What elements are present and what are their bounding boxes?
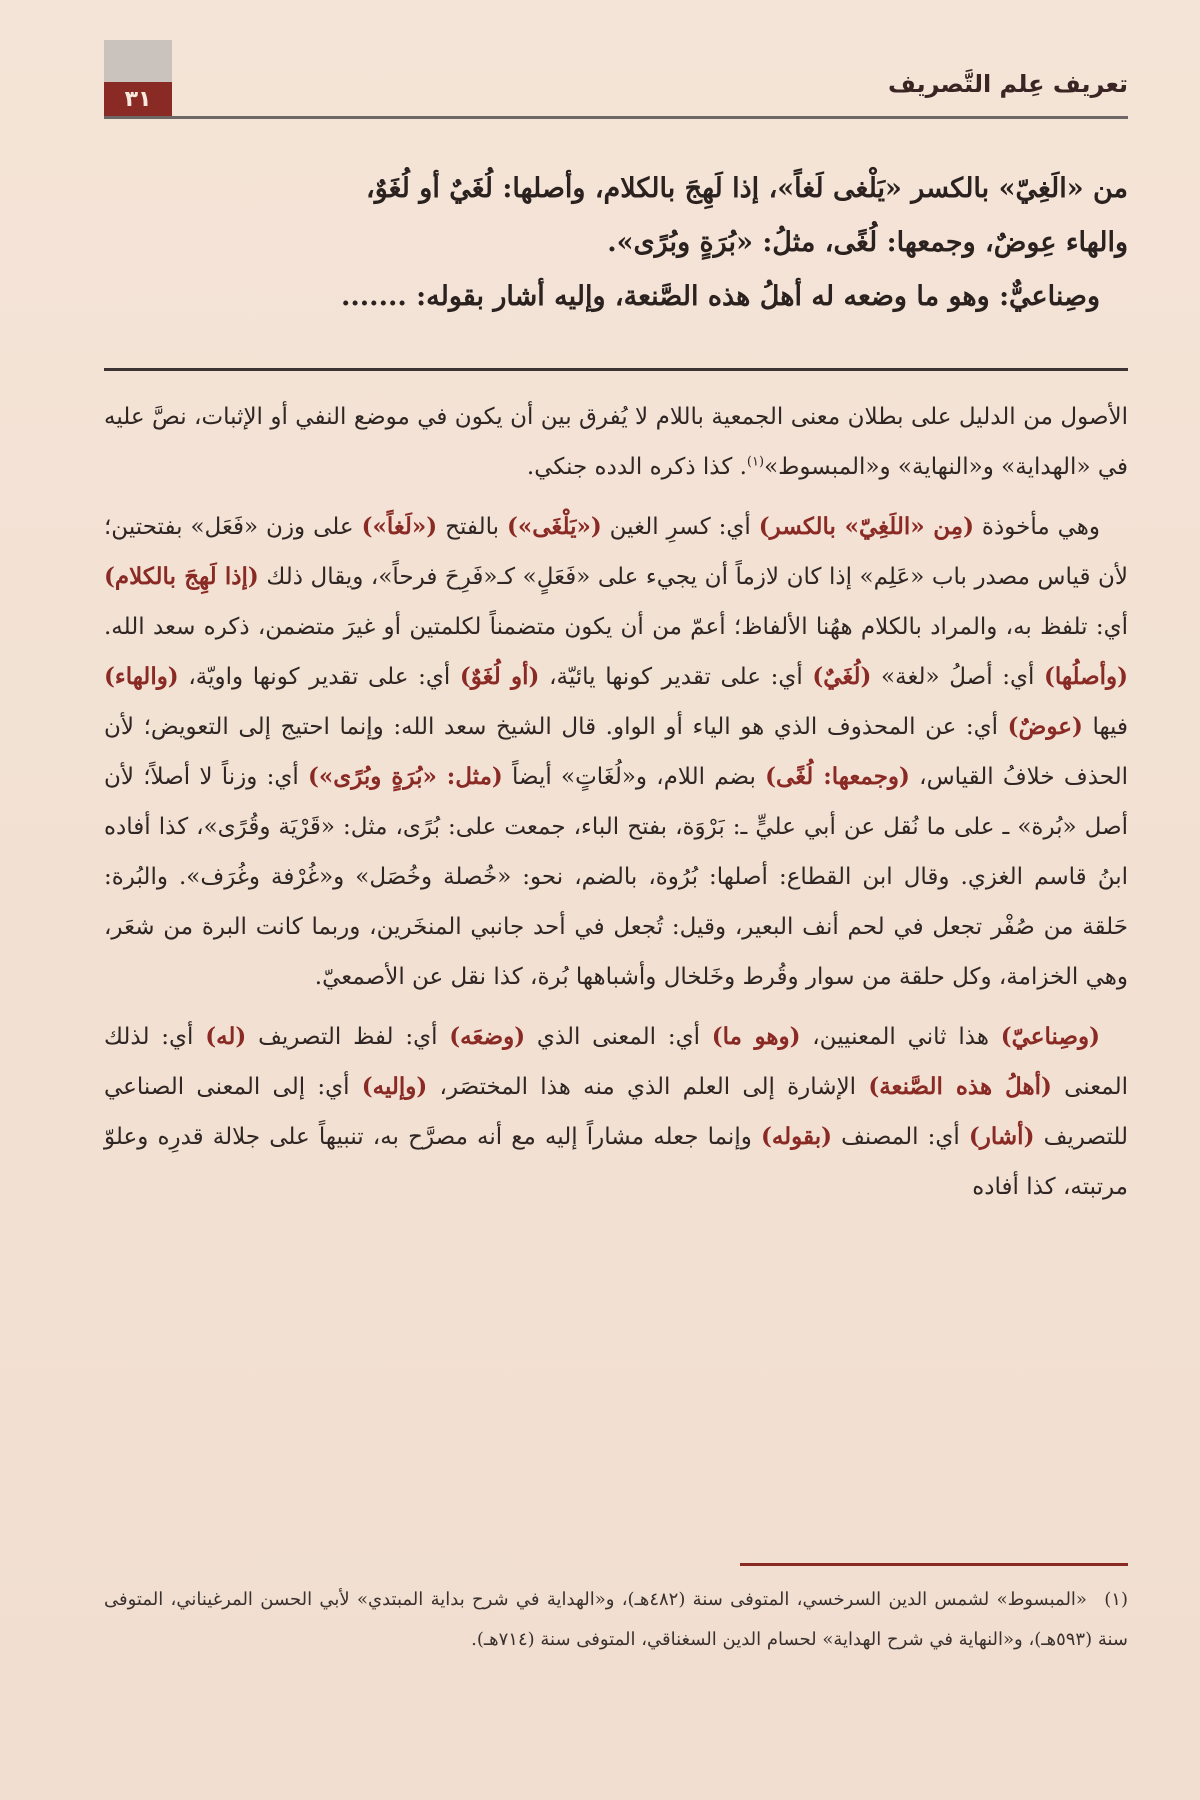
commentary-text: وهي مأخوذة <box>973 514 1100 540</box>
commentary-text: . كذا ذكره الدده جنكي. <box>526 454 747 480</box>
commentary-text: أي: عن المحذوف الذي هو الياء أو الواو. قال الشيخ سعد الله: وإنما احتيج إلى التعويض؛ لأن الحذف خلافُ القياس، <box>104 714 1129 790</box>
commentary-text: أي: أصلُ «لغة» <box>871 664 1044 690</box>
commentary-text: فيها <box>1082 714 1128 740</box>
quoted-matn: (وجمعها: لُغًى) <box>765 763 910 790</box>
commentary-text: أي: المصنف <box>831 1124 969 1150</box>
footnote-text: «المبسوط» لشمس الدين السرخسي، المتوفى سنة (٤٨٢هـ)، و«الهداية في شرح بداية المبتدي» لأبي الحسن المرغيناني، المتوفى سنة (٥٩٣هـ)، و«النهاية في شرح الهداية» لحسام الدين السغناقي، المتوفى سنة (٧١٤هـ). <box>104 1589 1128 1650</box>
quoted-matn: (لُغَيٌ) <box>812 663 872 690</box>
quoted-matn: (وإليه) <box>361 1073 428 1100</box>
footnote <box>104 1580 1128 1660</box>
quoted-matn: (له) <box>205 1023 247 1050</box>
quoted-matn: (إذا لَهِجَ بالكلام) <box>104 563 259 590</box>
commentary <box>104 392 1128 1212</box>
quoted-matn: («يَلْغَى») <box>506 513 602 540</box>
quoted-matn: (والهاء) <box>104 663 179 690</box>
commentary-text: أي: إلى المعنى الصناعي للتصريف <box>104 1074 1128 1150</box>
quoted-matn: (مِن «اللَغِيّ» بالكسر) <box>758 513 974 540</box>
commentary-text: وإنما جعله مشاراً إليه مع أنه مصرَّح به، تنبيهاً على جلالة قدرِه وعلوّ مرتبته، كذا أفاده <box>104 1124 1128 1200</box>
page-tab-decoration <box>104 40 172 82</box>
footnote-ref: (١) <box>746 454 765 470</box>
quoted-matn: (وهو ما) <box>711 1023 801 1050</box>
section-divider <box>104 368 1128 371</box>
footnotes <box>104 1580 1128 1660</box>
commentary-paragraph <box>104 502 1128 1002</box>
commentary-text: أي: على تقدير كونها يائيّة، <box>539 664 813 690</box>
quoted-matn: (أشار) <box>968 1123 1035 1150</box>
commentary-text: هذا ثاني المعنيين، <box>800 1024 1001 1050</box>
quoted-matn: (وضعَه) <box>449 1023 526 1050</box>
commentary-text: أي: تلفظ به، والمراد بالكلام ههُنا الألفاظ؛ أعمّ من أن يكون متضمناً لكلمتين أو غيرَ متضمن، ذكره سعد الله. <box>104 614 1128 640</box>
commentary-text: أي: لفظ التصريف <box>246 1024 450 1050</box>
quoted-matn: (عوضٌ) <box>1007 713 1083 740</box>
commentary-text: أي: وزناً لا أصلاً؛ لأن أصل «بُرة» ـ على ما نُقل عن أبي عليٍّ ـ: بَرْوَة، بفتح الباء، جمعت على: بُرًى، مثل: «قَرْيَة وقُرًى»، كذا أفاده ابنُ قاسم الغزي. وقال ابن القطاع: أصلها: بُرُوة، بالضم، نحو: «خُصلة وخُصَل» و«غُرْفة وغُرَف». والبُرة: حَلقة من صُفْر تجعل في لحم أنف البعير، وقيل: تُجعل في أحد جانبي المنخَرين، وربما كانت البرة من شعَر، وهي الخزامة، وكل حلقة من سوار وقُرط وخَلخال وأشباهها بُرة، كذا نقل عن الأصمعيّ. <box>104 764 1128 990</box>
main-text-line: والهاء عِوضٌ، وجمعها: لُغًى، مثلُ: «بُرَةٍ وبُرًى». <box>607 227 1128 258</box>
commentary-text: بضم اللام، و«لُغَاتٍ» أيضاً <box>502 764 766 790</box>
page-header <box>104 40 1128 118</box>
commentary-text: على وزن «فَعَل» بفتحتين؛ لأن قياس مصدر باب «عَلِم» إذا كان لازماً أن يجيء على «فَعَلٍ» كـ«فَرِحَ فرحاً»، ويقال ذلك <box>104 514 1128 590</box>
page-number-tab <box>104 40 172 116</box>
commentary-text: أي: المعنى الذي <box>525 1024 712 1050</box>
quoted-matn: (وصِناعيّ) <box>1000 1023 1100 1050</box>
quoted-matn: (أهلُ هذه الصَّنعة) <box>868 1073 1052 1100</box>
footnote-divider <box>740 1563 1128 1566</box>
main-text-line: من «الَغِيّ» بالكسر «يَلْغى لَغاً»، إذا لَهِجَ بالكلام، وأصلها: لُغَيٌ أو لُغَوٌ، <box>365 173 1128 204</box>
commentary-text: أي: على تقدير كونها واويّة، <box>178 664 460 690</box>
main-text <box>104 162 1128 324</box>
commentary-text: أي: لذلك المعنى <box>104 1024 1128 1100</box>
quoted-matn: (مثل: «بُرَةٍ وبُرًى») <box>307 763 503 790</box>
running-title: تعريف عِلم التَّصريف <box>887 70 1128 98</box>
commentary-text: الإشارة إلى العلم الذي منه هذا المختصَر، <box>427 1074 869 1100</box>
quoted-matn: (بقوله) <box>760 1123 832 1150</box>
commentary-text: بالفتح <box>437 514 507 540</box>
commentary-paragraph <box>104 392 1128 492</box>
main-text-line: وصِناعيٌّ: وهو ما وضعه له أهلُ هذه الصَّنعة، وإليه أشار بقوله: ....... <box>340 281 1100 312</box>
quoted-matn: («لَغاً») <box>361 513 438 540</box>
commentary-text: أي: كسرِ الغين <box>601 514 759 540</box>
page-number: ٣١ <box>104 82 172 116</box>
quoted-matn: (وأصلُها) <box>1043 663 1128 690</box>
quoted-matn: (أو لُغَوٌ) <box>459 663 540 690</box>
header-divider <box>104 116 1128 119</box>
commentary-text: الأصول من الدليل على بطلان معنى الجمعية باللام لا يُفرق بين أن يكون في موضع النفي أو الإثبات، نصَّ عليه في «الهداية» و«النهاية» و«المبسوط» <box>104 404 1128 480</box>
footnote-number: (١) <box>1104 1589 1128 1610</box>
commentary-paragraph <box>104 1012 1128 1212</box>
